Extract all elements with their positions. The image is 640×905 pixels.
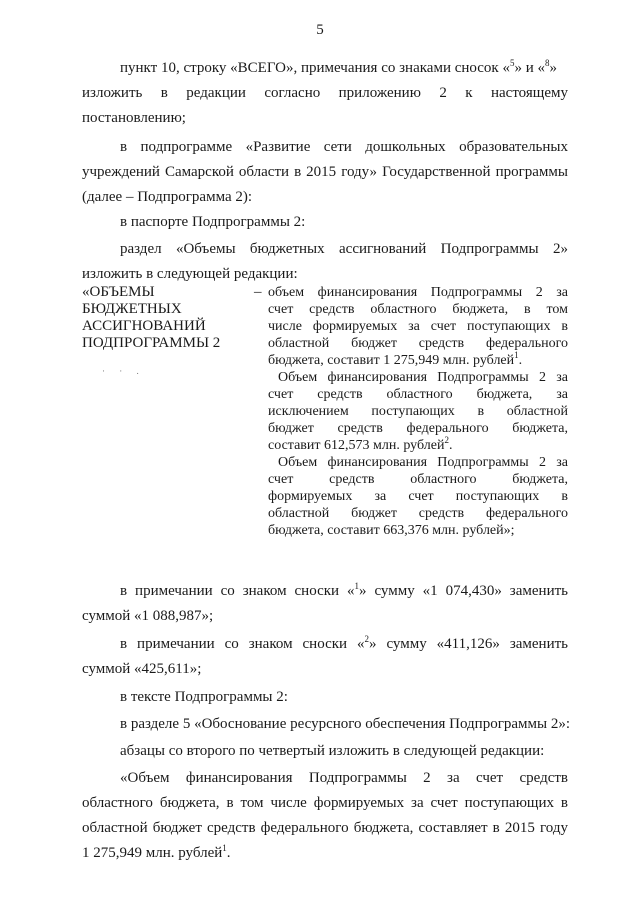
text-line: в подпрограмме «Развитие сети дошкольных образовательных bbox=[120, 139, 568, 155]
text-line: пункт 10, строку «ВСЕГО», примечания со знаками сносок «$^5$» и «$^8$» bbox=[120, 58, 558, 76]
text-line: областной бюджет средств федерального bbox=[268, 336, 568, 351]
text-line: бюджета, составит 663,376 млн. рублей»; bbox=[268, 523, 515, 538]
text-line: 1 275,949 млн. рублей$^1$. bbox=[82, 843, 231, 861]
paragraph-passport: в паспорте Подпрограммы 2: bbox=[120, 214, 306, 230]
text-line: счет средств областного бюджета, bbox=[268, 472, 568, 487]
text-line: учреждений Самарской области в 2015 году» Государственной программы bbox=[82, 164, 568, 180]
text-line: в примечании со знаком сноски «$^1$» сумму «1 074,430» заменить bbox=[120, 581, 568, 599]
table-right-text bbox=[268, 284, 568, 539]
text-line: «ОБЪЕМЫ bbox=[82, 284, 155, 300]
page-number: 5 bbox=[316, 22, 324, 38]
text-line: Объем финансирования Подпрограммы 2 за bbox=[278, 370, 568, 385]
text-line: изложить в следующей редакции: bbox=[82, 266, 298, 282]
text-line: (далее – Подпрограмма 2): bbox=[82, 189, 253, 205]
text-line: раздел «Объемы бюджетных ассигнований Подпрограммы 2» bbox=[120, 241, 568, 257]
scan-specks: · · . bbox=[102, 366, 145, 376]
text-line: суммой «425,611»; bbox=[82, 661, 202, 677]
paragraph-quote bbox=[82, 766, 568, 866]
text-line: ПОДПРОГРАММЫ 2 bbox=[82, 335, 221, 351]
text-line: постановлению; bbox=[82, 110, 186, 126]
paragraph-section-volumes bbox=[82, 237, 568, 287]
paragraph-section-5: в разделе 5 «Обоснование ресурсного обеспечения Подпрограммы 2»: bbox=[120, 716, 570, 732]
text-line: объем финансирования Подпрограммы 2 за bbox=[268, 285, 568, 300]
text-line: областного бюджета, в том числе формируемых за счет поступающих в bbox=[82, 795, 568, 811]
text-line: Объем финансирования Подпрограммы 2 за bbox=[278, 455, 568, 470]
paragraph-point-10 bbox=[82, 56, 568, 131]
text-line: АССИГНОВАНИЙ bbox=[82, 318, 206, 334]
paragraph-text-subprogram: в тексте Подпрограммы 2: bbox=[120, 689, 288, 705]
text-line: счет средств областного бюджета, в том bbox=[268, 302, 568, 317]
paragraph-subprogram-2 bbox=[82, 135, 568, 210]
text-line: суммой «1 088,987»; bbox=[82, 608, 214, 624]
text-line: БЮДЖЕТНЫХ bbox=[82, 301, 182, 317]
paragraph-note-1 bbox=[82, 579, 568, 629]
text-line: «Объем финансирования Подпрограммы 2 за счет средств bbox=[120, 770, 568, 786]
paragraph-note-2 bbox=[82, 632, 568, 682]
text-line: областной бюджет средств федерального bbox=[268, 506, 568, 521]
table-dash: – bbox=[254, 284, 262, 300]
text-line: бюджета, составит 1 275,949 млн. рублей$^1$. bbox=[268, 350, 523, 368]
table-left-heading bbox=[82, 284, 242, 352]
paragraph-abzacy: абзацы со второго по четвертый изложить в следующей редакции: bbox=[120, 743, 545, 759]
text-line: формируемых за счет поступающих в bbox=[268, 489, 568, 504]
text-line: бюджет средств федерального бюджета, bbox=[268, 421, 568, 436]
text-line: областной бюджет средств федерального бюджета, составляет в 2015 году bbox=[82, 820, 568, 836]
text-line: числе формируемых за счет поступающих в bbox=[268, 319, 568, 334]
text-line: составит 612,573 млн. рублей$^2$. bbox=[268, 435, 453, 453]
text-line: счет средств областного бюджета, за bbox=[268, 387, 568, 402]
text-line: изложить в редакции согласно приложению 2 к настоящему bbox=[82, 85, 568, 101]
text-line: исключением поступающих в областной bbox=[268, 404, 568, 419]
text-line: в примечании со знаком сноски «$^2$» сумму «411,126» заменить bbox=[120, 634, 569, 652]
